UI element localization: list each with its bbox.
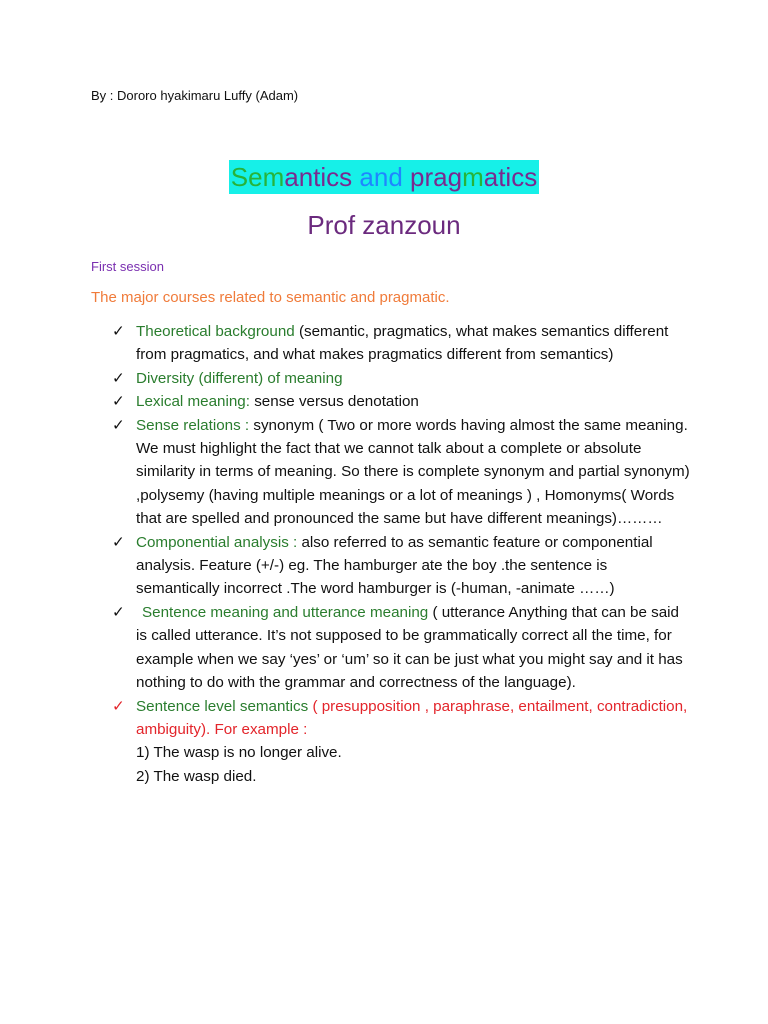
course-list [112,320,692,788]
list-item [112,367,692,390]
example-line: 1) The wasp is no longer alive. [136,744,342,762]
author-line: By : Dororo hyakimaru Luffy (Adam) [91,88,299,103]
checkmark-icon: ✓ [112,323,125,340]
item-label: Sense relations : [136,416,250,434]
document-subtitle: Prof zanzoun [307,210,461,240]
item-text: also referred to as semantic feature or componential analysis. Feature (+/-) eg. The hamburger ate the boy .the sentence is semantically incorrect .The word hamburger is (-human, -animate ……) [136,533,653,598]
item-label: Sentence level semantics [136,697,309,715]
session-label: First session [91,259,164,274]
item-label: Diversity (different) of meaning [136,369,343,387]
title-part: Sem [230,162,285,192]
item-text: synonym ( Two or more words having almost the same meaning. We must highlight the fact that we cannot talk about a complete or absolute similarity in terms of meaning. So there is complete synonym and partial synonym) ,polysemy (having multiple meanings or a lot of meanings ) , Homonyms( Words that are spelled and pronounced the same but have different meanings)……… [136,416,690,528]
item-text: ( presupposition , paraphrase, entailment, contradiction, ambiguity). For example : [136,697,688,738]
item-text: (semantic, pragmatics, what makes semantics different from pragmatics, and what makes pragmatics different from semantics) [136,323,669,364]
item-label: Sentence meaning and utterance meaning [142,603,429,621]
item-label: Theoretical background [136,323,295,340]
document-title [229,160,539,194]
list-item [112,390,692,413]
item-text: ( utterance Anything that can be said is called utterance. It’s not supposed to be grammatically correct all the time, for example when we say ‘yes’ or ‘um’ so it can be just what you might say and it has nothing to do with the grammar and correctness of the language). [136,603,683,692]
checkmark-icon: ✓ [112,369,125,387]
checkmark-icon: ✓ [112,416,125,434]
title-part: antics [284,162,353,192]
checkmark-icon: ✓ [112,393,125,411]
major-heading: The major courses related to semantic and pragmatic. [91,289,450,306]
title-wrap [0,160,768,194]
title-part: atics [483,162,538,192]
title-part: m [462,162,484,192]
list-item [112,695,692,742]
title-part: prag [410,162,463,192]
list-item [112,531,692,601]
list-item [112,601,692,695]
checkmark-icon: ✓ [112,533,125,551]
checkmark-icon: ✓ [112,603,125,621]
list-item [112,414,692,531]
item-text: sense versus denotation [249,393,419,411]
example-line: 2) The wasp died. [136,767,257,785]
item-label: Componential analysis : [136,533,298,551]
checkmark-icon: ✓ [112,697,125,715]
example-block [112,741,692,788]
title-space [403,162,410,192]
title-part: and [359,162,403,192]
list-item [112,320,692,367]
item-label: Lexical meaning: [136,393,250,411]
